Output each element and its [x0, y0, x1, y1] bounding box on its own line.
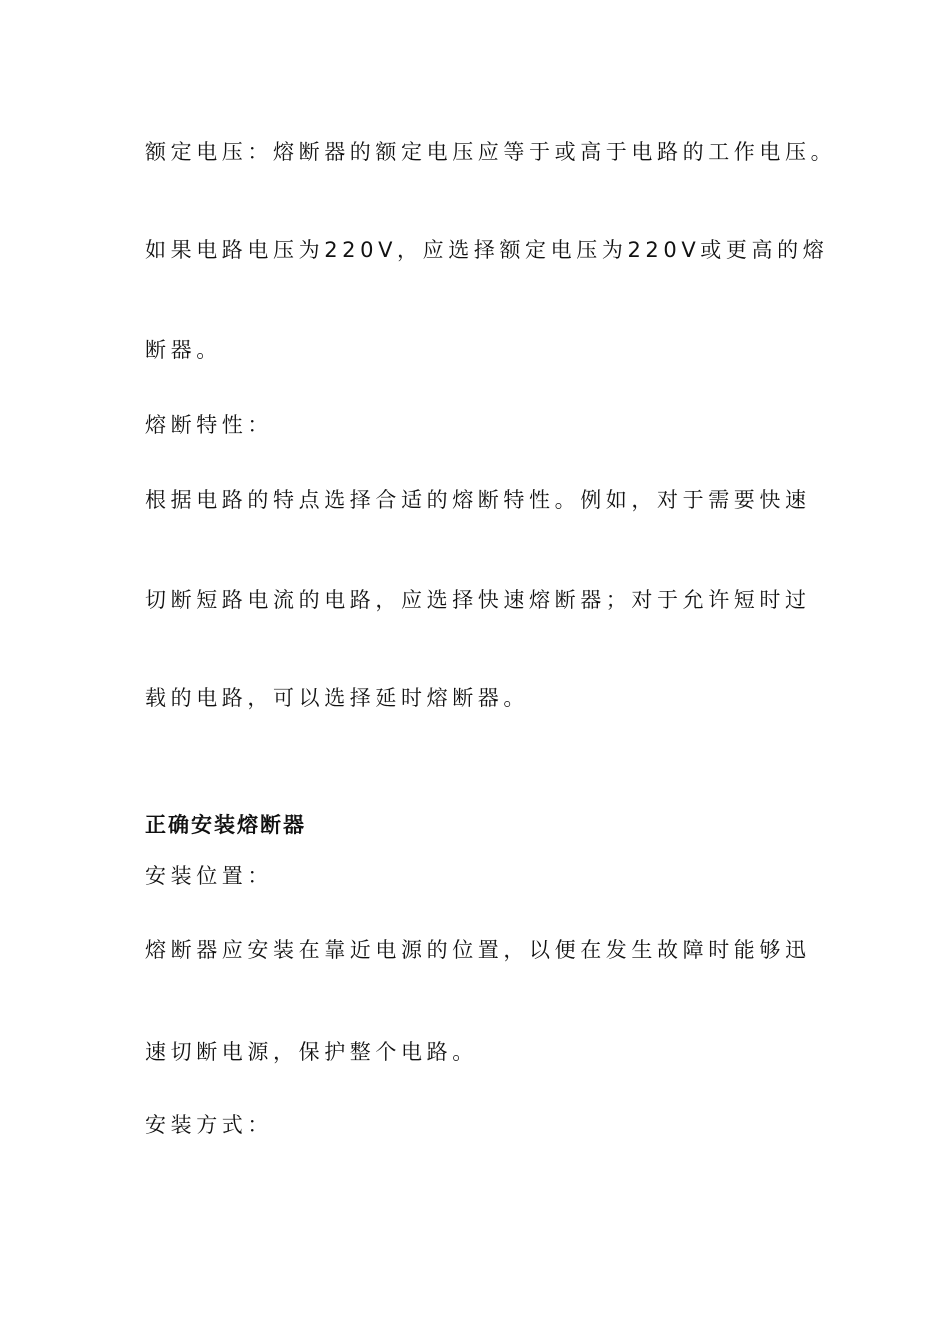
paragraph-line: 如果电路电压为220V，应选择额定电压为220V或更高的熔 — [145, 238, 829, 262]
paragraph-line: 根据电路的特点选择合适的熔断特性。例如，对于需要快速 — [145, 488, 811, 512]
paragraph-line: 断器。 — [145, 338, 222, 362]
paragraph-line: 载的电路，可以选择延时熔断器。 — [145, 686, 529, 710]
section-heading: 正确安装熔断器 — [145, 813, 306, 837]
section-label: 熔断特性： — [145, 413, 273, 437]
paragraph-line: 切断短路电流的电路，应选择快速熔断器；对于允许短时过 — [145, 588, 811, 612]
section-label: 安装方式： — [145, 1113, 273, 1137]
section-label: 安装位置： — [145, 864, 273, 888]
paragraph-line: 额定电压：熔断器的额定电压应等于或高于电路的工作电压。 — [145, 140, 837, 164]
paragraph-line: 速切断电源，保护整个电路。 — [145, 1040, 478, 1064]
paragraph-line: 熔断器应安装在靠近电源的位置，以便在发生故障时能够迅 — [145, 938, 811, 962]
